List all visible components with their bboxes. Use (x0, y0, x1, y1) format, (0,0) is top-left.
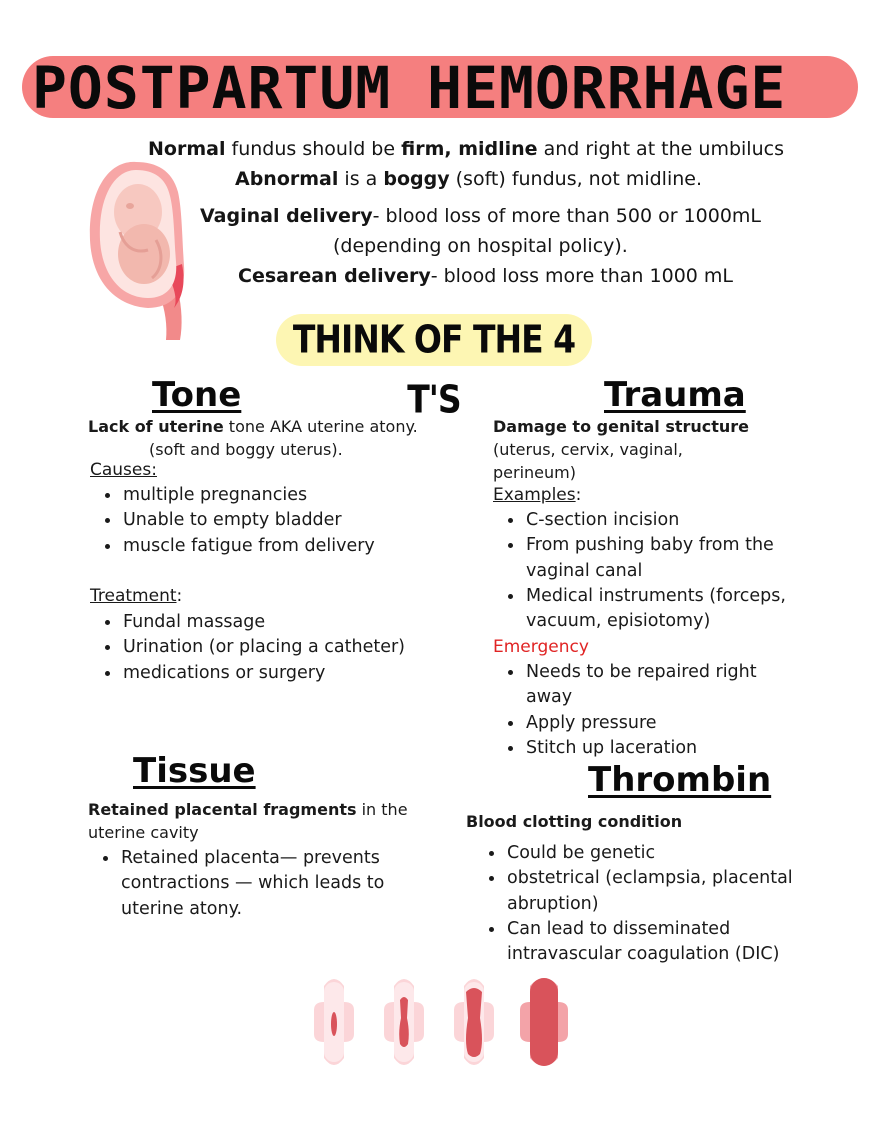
list-item: • From pushing baby from the vaginal canal (524, 533, 792, 584)
intro-hospital-policy: (depending on hospital policy). (333, 235, 628, 257)
intro-abnormal-fundus: Abnormal is a boggy (soft) fundus, not midline. (235, 168, 703, 190)
trauma-examples-label: Examples (493, 485, 576, 505)
fetus-in-uterus-illustration (86, 158, 196, 342)
thrombin-list (473, 841, 803, 967)
trauma-heading: Trauma (604, 375, 746, 415)
list-item: • Can lead to disseminated intravascular coagulation (DIC) (505, 917, 803, 968)
trauma-emergency-list (492, 660, 782, 761)
sanitary-pad-icon (384, 979, 424, 1065)
tone-treatment-label-row: Treatment: (90, 586, 183, 606)
tissue-heading: Tissue (133, 751, 256, 791)
tissue-list (87, 846, 387, 922)
sanitary-pads-row (306, 972, 576, 1072)
trauma-examples-label-row: Examples: (493, 485, 582, 505)
trauma-emergency-label: Emergency (493, 637, 589, 657)
list-item: • Apply pressure (524, 711, 782, 736)
list-item: • medications or surgery (121, 661, 449, 686)
list-item: • Could be genetic (505, 841, 803, 866)
list-item: • Needs to be repaired right away (524, 660, 782, 711)
list-item: • muscle fatigue from delivery (121, 534, 449, 559)
tone-heading: Tone (152, 375, 242, 415)
tone-causes-label: Causes: (90, 460, 157, 480)
intro-normal-fundus: Normal fundus should be firm, midline and right at the umbilucs (148, 138, 784, 160)
trauma-examples-list (492, 508, 792, 634)
tissue-description: Retained placental fragments in the uterine cavity (88, 800, 408, 842)
thrombin-heading: Thrombin (588, 760, 772, 800)
list-item: • Retained placenta— prevents contractions — which leads to uterine atony. (119, 846, 387, 922)
list-item: • Unable to empty bladder (121, 508, 449, 533)
intro-vaginal-delivery: Vaginal delivery- blood loss of more than 500 or 1000mL (200, 205, 762, 227)
list-item: • Medical instruments (forceps, vacuum, episiotomy) (524, 584, 792, 635)
thrombin-description: Blood clotting condition (466, 812, 683, 831)
tone-treatment-label: Treatment (90, 586, 177, 606)
list-item: • obstetrical (eclampsia, placental abruption) (505, 866, 803, 917)
list-item: • C-section incision (524, 508, 792, 533)
list-item: • Urination (or placing a catheter) (121, 635, 449, 660)
intro-cesarean-delivery: Cesarean delivery- blood loss more than 1000 mL (238, 265, 734, 287)
sanitary-pad-icon (454, 979, 494, 1065)
tone-treatment-list (89, 610, 449, 686)
list-item: • Fundal massage (121, 610, 449, 635)
list-item: • multiple pregnancies (121, 483, 449, 508)
tone-causes-list (89, 483, 449, 559)
think-of-4ts-label: THINK OF THE 4 T'S (292, 317, 576, 422)
trauma-description: Damage to genital structure (uterus, cervix, vaginal, perineum) (493, 417, 750, 482)
sanitary-pad-icon (314, 979, 354, 1065)
sanitary-pad-icon (520, 978, 568, 1066)
list-item: • Stitch up laceration (524, 736, 782, 761)
page-title: POSTPARTUM HEMORRHAGE (32, 54, 787, 122)
tone-description: Lack of uterine tone AKA uterine atony. (soft and boggy uterus). (88, 417, 418, 459)
